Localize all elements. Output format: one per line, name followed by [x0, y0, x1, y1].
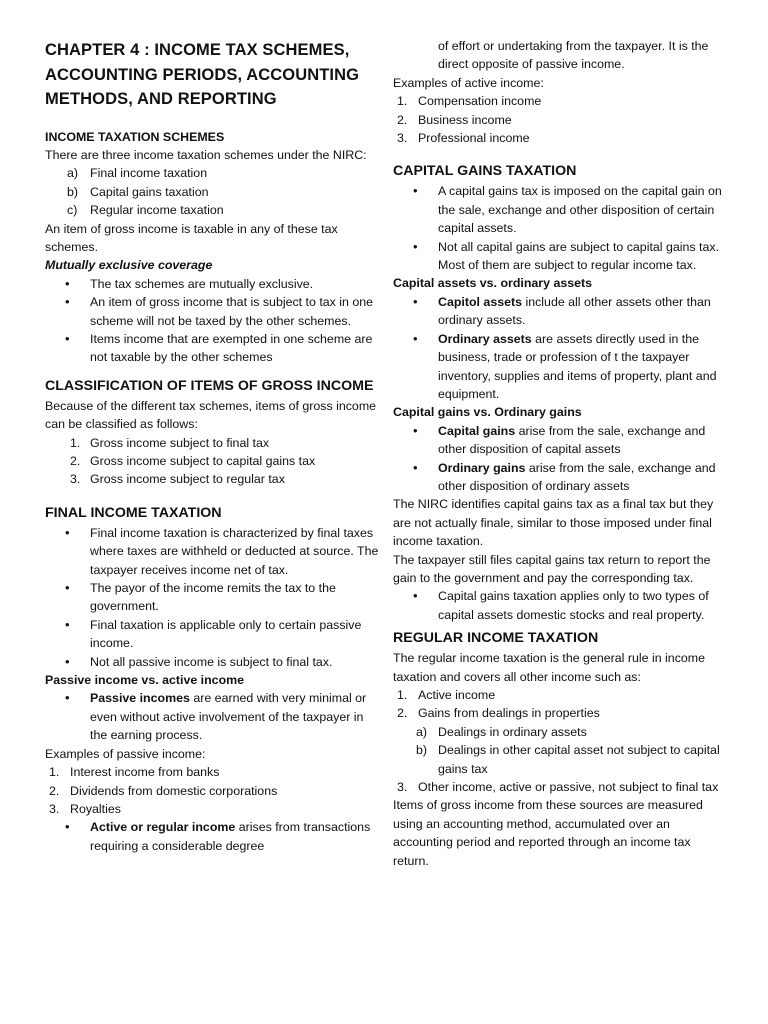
capital-bullets	[393, 182, 728, 274]
list-item: 3. Royalties	[49, 801, 121, 816]
schemes-intro: There are three income taxation schemes under the NIRC:	[45, 147, 367, 162]
list-item: 1. Interest income from banks	[49, 765, 220, 780]
mutual-bullets	[45, 275, 380, 367]
list-item: 3. Professional income	[397, 131, 530, 146]
schemes-list	[45, 164, 380, 219]
list-item: • The tax schemes are mutually exclusive.	[45, 275, 380, 293]
list-item: • Passive incomes are earned with very minimal or even without active involvement of the taxpayer in the earning process.	[45, 689, 380, 744]
active-def-continued: of effort or undertaking from the taxpayer. It is the direct opposite of passive income.	[438, 39, 709, 72]
list-item: 3. Other income, active or passive, not subject to final tax	[397, 780, 719, 795]
list-item: • Final taxation is applicable only to certain passive income.	[45, 616, 380, 653]
list-item: 1. Gross income subject to final tax	[70, 435, 270, 450]
list-item: • Capital gains arise from the sale, exchange and other disposition of capital assets	[393, 422, 728, 459]
gains-list	[393, 422, 728, 496]
regular-heading: REGULAR INCOME TAXATION	[393, 630, 599, 647]
schemes-after: An item of gross income is taxable in any of these tax schemes.	[45, 221, 338, 254]
classification-heading: CLASSIFICATION OF ITEMS OF GROSS INCOME	[45, 377, 374, 394]
pva-heading: Passive income vs. active income	[45, 673, 245, 688]
list-item: • Capital gains taxation applies only to two types of capital assets domestic stocks and real property.	[393, 587, 728, 624]
list-item: 1. Active income	[397, 688, 496, 702]
list-item: • The payor of the income remits the tax to the government.	[45, 579, 380, 616]
regular-intro: The regular income taxation is the general rule in income taxation and covers all other income such as:	[393, 651, 705, 684]
schemes-heading: INCOME TAXATION SCHEMES	[45, 129, 225, 144]
list-item: c) Regular income taxation	[67, 203, 224, 218]
chapter-title: CHAPTER 4 : INCOME TAX SCHEMES, ACCOUNTING PERIODS, ACCOUNTING METHODS, AND REPORTING	[45, 41, 360, 108]
regular-closing: Items of gross income from these sources are measured using an accounting method, accumulated over an accounting period and reported through an income tax return.	[393, 798, 703, 868]
list-item: a) Final income taxation	[67, 166, 208, 181]
list-item: • Not all capital gains are subject to capital gains tax. Most of them are subject to regular income tax.	[393, 238, 728, 275]
classification-intro: Because of the different tax schemes, items of gross income can be classified as follows:	[45, 398, 377, 432]
active-examples-list	[393, 92, 728, 147]
list-item: 2. Business income	[397, 112, 512, 127]
list-item: 2. Dividends from domestic corporations	[49, 783, 278, 798]
list-item: • An item of gross income that is subject to tax in one scheme will not be taxed by the other schemes.	[45, 293, 380, 330]
list-item: • Final income taxation is characterized by final taxes where taxes are withheld or deducted at source. The taxpayer receives income net of tax.	[45, 524, 380, 579]
list-item: 1. Compensation income	[397, 94, 542, 109]
capital-para2: The taxpayer still files capital gains tax return to report the gain to the government and pay the corresponding tax.	[393, 552, 711, 585]
capital-last-bullet	[393, 587, 728, 624]
capital-heading: CAPITAL GAINS TAXATION	[393, 163, 577, 180]
capital-para1: The NIRC identifies capital gains tax as a final tax but they are not actually finale, similar to those imposed under final income taxation.	[393, 497, 724, 549]
list-item: • Active or regular income arises from transactions requiring a considerable degree	[45, 818, 380, 855]
list-item: b) Dealings in other capital asset not subject to capital gains tax	[416, 743, 720, 776]
assets-heading: Capital assets vs. ordinary assets	[393, 276, 593, 291]
final-heading: FINAL INCOME TAXATION	[45, 504, 222, 521]
list-item: • Not all passive income is subject to final tax.	[45, 653, 380, 671]
final-bullets	[45, 524, 380, 671]
mutual-heading: Mutually exclusive coverage	[45, 258, 213, 273]
list-item: b) Capital gains taxation	[67, 184, 209, 199]
list-item: • Items income that are exempted in one scheme are not taxable by the other schemes	[45, 330, 380, 367]
list-item: a) Dealings in ordinary assets	[416, 724, 587, 739]
list-item: • Ordinary gains arise from the sale, exchange and other disposition of ordinary assets	[393, 459, 728, 496]
passive-examples-list	[45, 763, 380, 818]
active-def	[45, 818, 380, 855]
list-item: 3. Gross income subject to regular tax	[70, 472, 285, 487]
list-item: 2. Gross income subject to capital gains tax	[70, 454, 316, 468]
list-item: 2. Gains from dealings in properties	[397, 706, 600, 721]
regular-list	[393, 686, 728, 796]
active-examples-label: Examples of active income:	[393, 75, 544, 90]
left-column	[45, 38, 380, 855]
assets-list	[393, 293, 728, 403]
passive-def	[45, 689, 380, 744]
right-column	[393, 37, 728, 870]
passive-examples-label: Examples of passive income:	[45, 746, 206, 761]
list-item: • Ordinary assets are assets directly used in the business, trade or profession of t the taxpayer inventory, supplies and items of property, plant and equipment.	[393, 330, 728, 404]
list-item: • A capital gains tax is imposed on the capital gain on the sale, exchange and other disposition of certain capital assets.	[393, 182, 728, 237]
gains-heading: Capital gains vs. Ordinary gains	[393, 405, 582, 420]
classification-list	[45, 434, 380, 489]
list-item: • Capitol assets include all other assets other than ordinary assets.	[393, 293, 728, 330]
